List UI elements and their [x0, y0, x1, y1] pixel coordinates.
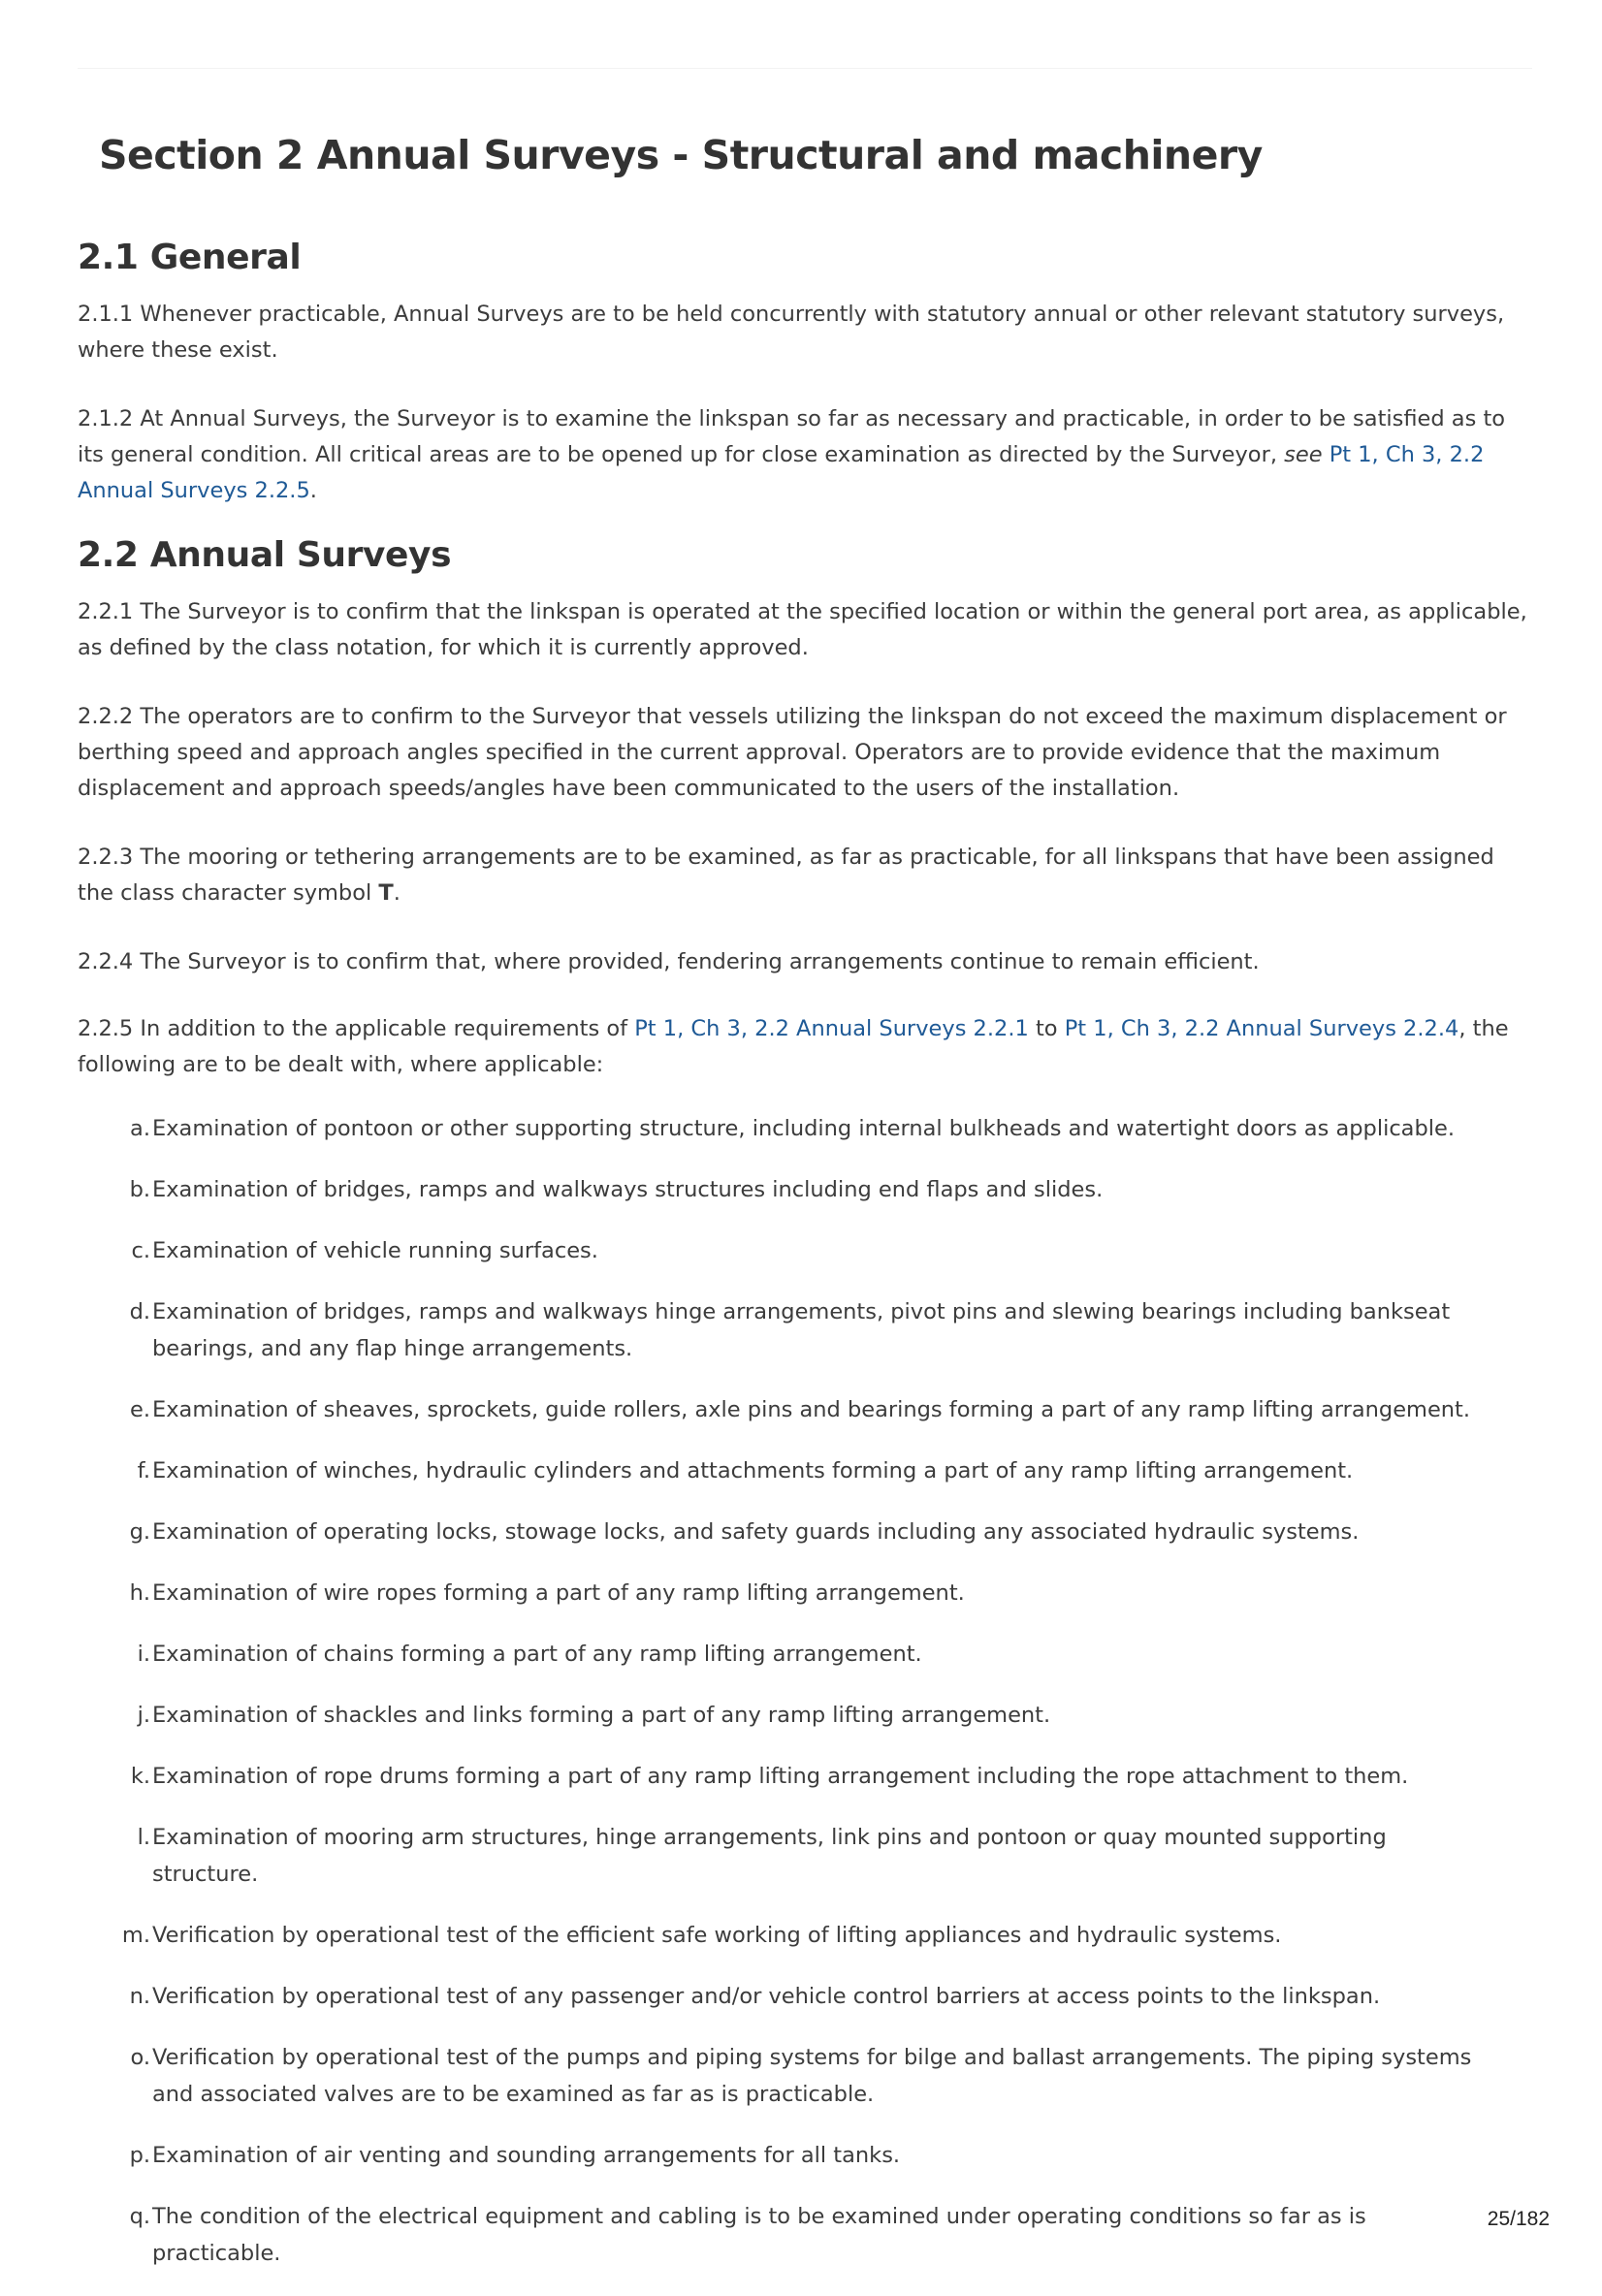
- list-marker: f.: [137, 1458, 150, 1483]
- list-item-text: Examination of vehicle running surfaces.: [152, 1238, 598, 1263]
- link-annual-surveys-2-2-1[interactable]: Pt 1, Ch 3, 2.2 Annual Surveys 2.2.1: [634, 1016, 1029, 1041]
- list-marker: q.: [129, 2204, 150, 2229]
- list-marker: e.: [130, 1397, 150, 1422]
- list-item: [78, 1978, 1532, 2015]
- list-marker: a.: [130, 1116, 150, 1141]
- list-marker: p.: [129, 2143, 150, 2168]
- paragraph-2-1-2-end: .: [309, 478, 317, 503]
- list-marker: n.: [129, 1984, 150, 2009]
- list-item: [78, 1636, 1532, 1673]
- paragraph-2-2-5-mid: to: [1028, 1016, 1065, 1041]
- paragraph-2-2-3-text: 2.2.3 The mooring or tethering arrangements are to be examined, as far as practicable, for all linkspans that have been assigned the class character symbol: [78, 845, 1494, 906]
- list-marker: k.: [130, 1764, 150, 1789]
- list-item-text: Verification by operational test of the efficient safe working of lifting appliances and hydraulic systems.: [152, 1923, 1282, 1948]
- list-marker: l.: [137, 1825, 150, 1850]
- list-item-text: Examination of winches, hydraulic cylinders and attachments forming a part of any ramp lifting arrangement.: [152, 1458, 1354, 1483]
- list-marker: m.: [121, 1923, 150, 1948]
- list-item-text: Verification by operational test of any passenger and/or vehicle control barriers at access points to the linkspan.: [152, 1984, 1381, 2009]
- list-item-text: Examination of mooring arm structures, hinge arrangements, link pins and pontoon or quay mounted supporting structure.: [152, 1825, 1387, 1887]
- list-marker: b.: [129, 1177, 150, 1202]
- list-marker: i.: [137, 1642, 150, 1667]
- list-item-text: Examination of shackles and links forming a part of any ramp lifting arrangement.: [152, 1703, 1051, 1728]
- list-item: [78, 1391, 1532, 1428]
- see-reference-word: see: [1284, 442, 1323, 467]
- paragraph-2-2-5: [78, 1011, 1532, 1083]
- paragraph-2-2-4: 2.2.4 The Surveyor is to confirm that, where provided, fendering arrangements continue to remain efficient.: [78, 949, 1260, 974]
- link-annual-surveys-2-2-5[interactable]: Pt 1, Ch 3, 2.2 Annual Surveys 2.2.5: [78, 442, 1485, 503]
- paragraph-2-2-1: 2.2.1 The Surveyor is to confirm that the linkspan is operated at the specified location or within the general port area, as applicable, as defined by the class notation, for which it is currently approved.: [78, 599, 1527, 660]
- list-item-text: Examination of rope drums forming a part of any ramp lifting arrangement including the rope attachment to them.: [152, 1764, 1409, 1789]
- list-item-text: Examination of wire ropes forming a part of any ramp lifting arrangement.: [152, 1580, 965, 1606]
- list-item: [78, 1697, 1532, 1734]
- paragraph-2-2-3: [78, 840, 1532, 911]
- header-divider: [78, 68, 1532, 69]
- paragraph-2-2-2: 2.2.2 The operators are to confirm to the Surveyor that vessels utilizing the linkspan do not exceed the maximum displacement or berthing speed and approach angles specified in the current approval. Operators are to provide evidence that the maximum displacement and approach speeds/angles have been communicated to the users of the installation.: [78, 704, 1507, 801]
- paragraph-2-1-1: 2.1.1 Whenever practicable, Annual Surveys are to be held concurrently with statutory annual or other relevant statutory surveys, where these exist.: [78, 302, 1505, 363]
- paragraph-2-1-2-text: 2.1.2 At Annual Surveys, the Surveyor is to examine the linkspan so far as necessary and practicable, in order to be satisfied as to its general condition. All critical areas are to be opened up for close examination as directed by the Surveyor,: [78, 406, 1506, 467]
- list-item: [78, 1917, 1532, 1954]
- list-item: [78, 1452, 1532, 1489]
- list-item: [78, 1232, 1532, 1269]
- list-item: [78, 1819, 1532, 1893]
- list-marker: o.: [130, 2045, 150, 2070]
- paragraph-2-2-3-end: .: [393, 880, 400, 906]
- list-item-text: Examination of sheaves, sprockets, guide rollers, axle pins and bearings forming a part of any ramp lifting arrangement.: [152, 1397, 1471, 1422]
- list-item-text: Examination of pontoon or other supporting structure, including internal bulkheads and watertight doors as applicable.: [152, 1116, 1456, 1141]
- document-page: [78, 124, 1532, 2296]
- list-item: [78, 1514, 1532, 1550]
- section-title: Section 2 Annual Surveys - Structural and machinery: [99, 132, 1263, 178]
- list-item: [78, 2039, 1532, 2113]
- list-item-text: Examination of air venting and sounding arrangements for all tanks.: [152, 2143, 901, 2168]
- list-item: [78, 1575, 1532, 1611]
- list-item-text: Verification by operational test of the pumps and piping systems for bilge and ballast arrangements. The piping systems and associated valves are to be examined as far as is practicable.: [152, 2045, 1472, 2107]
- list-marker: g.: [129, 1519, 150, 1545]
- paragraph-2-2-5-end: , the following are to be dealt with, where applicable:: [78, 1016, 1509, 1077]
- list-item: [78, 1171, 1532, 1208]
- list-item-text: The condition of the electrical equipment and cabling is to be examined under operating conditions so far as is practicable.: [152, 2204, 1366, 2266]
- heading-annual-surveys: 2.2 Annual Surveys: [78, 535, 452, 575]
- heading-general: 2.1 General: [78, 238, 302, 277]
- list-item: [78, 2137, 1532, 2174]
- link-annual-surveys-2-2-4[interactable]: Pt 1, Ch 3, 2.2 Annual Surveys 2.2.4: [1064, 1016, 1459, 1041]
- list-item: [78, 2198, 1532, 2272]
- list-marker: j.: [137, 1703, 150, 1728]
- list-marker: d.: [129, 1299, 150, 1324]
- list-item-text: Examination of bridges, ramps and walkways structures including end flaps and slides.: [152, 1177, 1104, 1202]
- list-marker: h.: [129, 1580, 150, 1606]
- list-item: [78, 1758, 1532, 1795]
- list-item-text: Examination of chains forming a part of any ramp lifting arrangement.: [152, 1642, 922, 1667]
- list-item-text: Examination of bridges, ramps and walkways hinge arrangements, pivot pins and slewing bearings including bankseat bearings, and any flap hinge arrangements.: [152, 1299, 1451, 1361]
- list-item: [78, 1293, 1532, 1367]
- list-marker: c.: [131, 1238, 150, 1263]
- list-item-text: Examination of operating locks, stowage locks, and safety guards including any associated hydraulic systems.: [152, 1519, 1360, 1545]
- paragraph-2-2-5-start: 2.2.5 In addition to the applicable requirements of: [78, 1016, 635, 1041]
- requirements-list: [78, 1110, 1532, 2272]
- class-symbol-t: T: [378, 880, 394, 906]
- list-item: [78, 1110, 1532, 1147]
- paragraph-2-1-2: [78, 401, 1532, 509]
- page-number: 25/182: [1487, 2208, 1550, 2230]
